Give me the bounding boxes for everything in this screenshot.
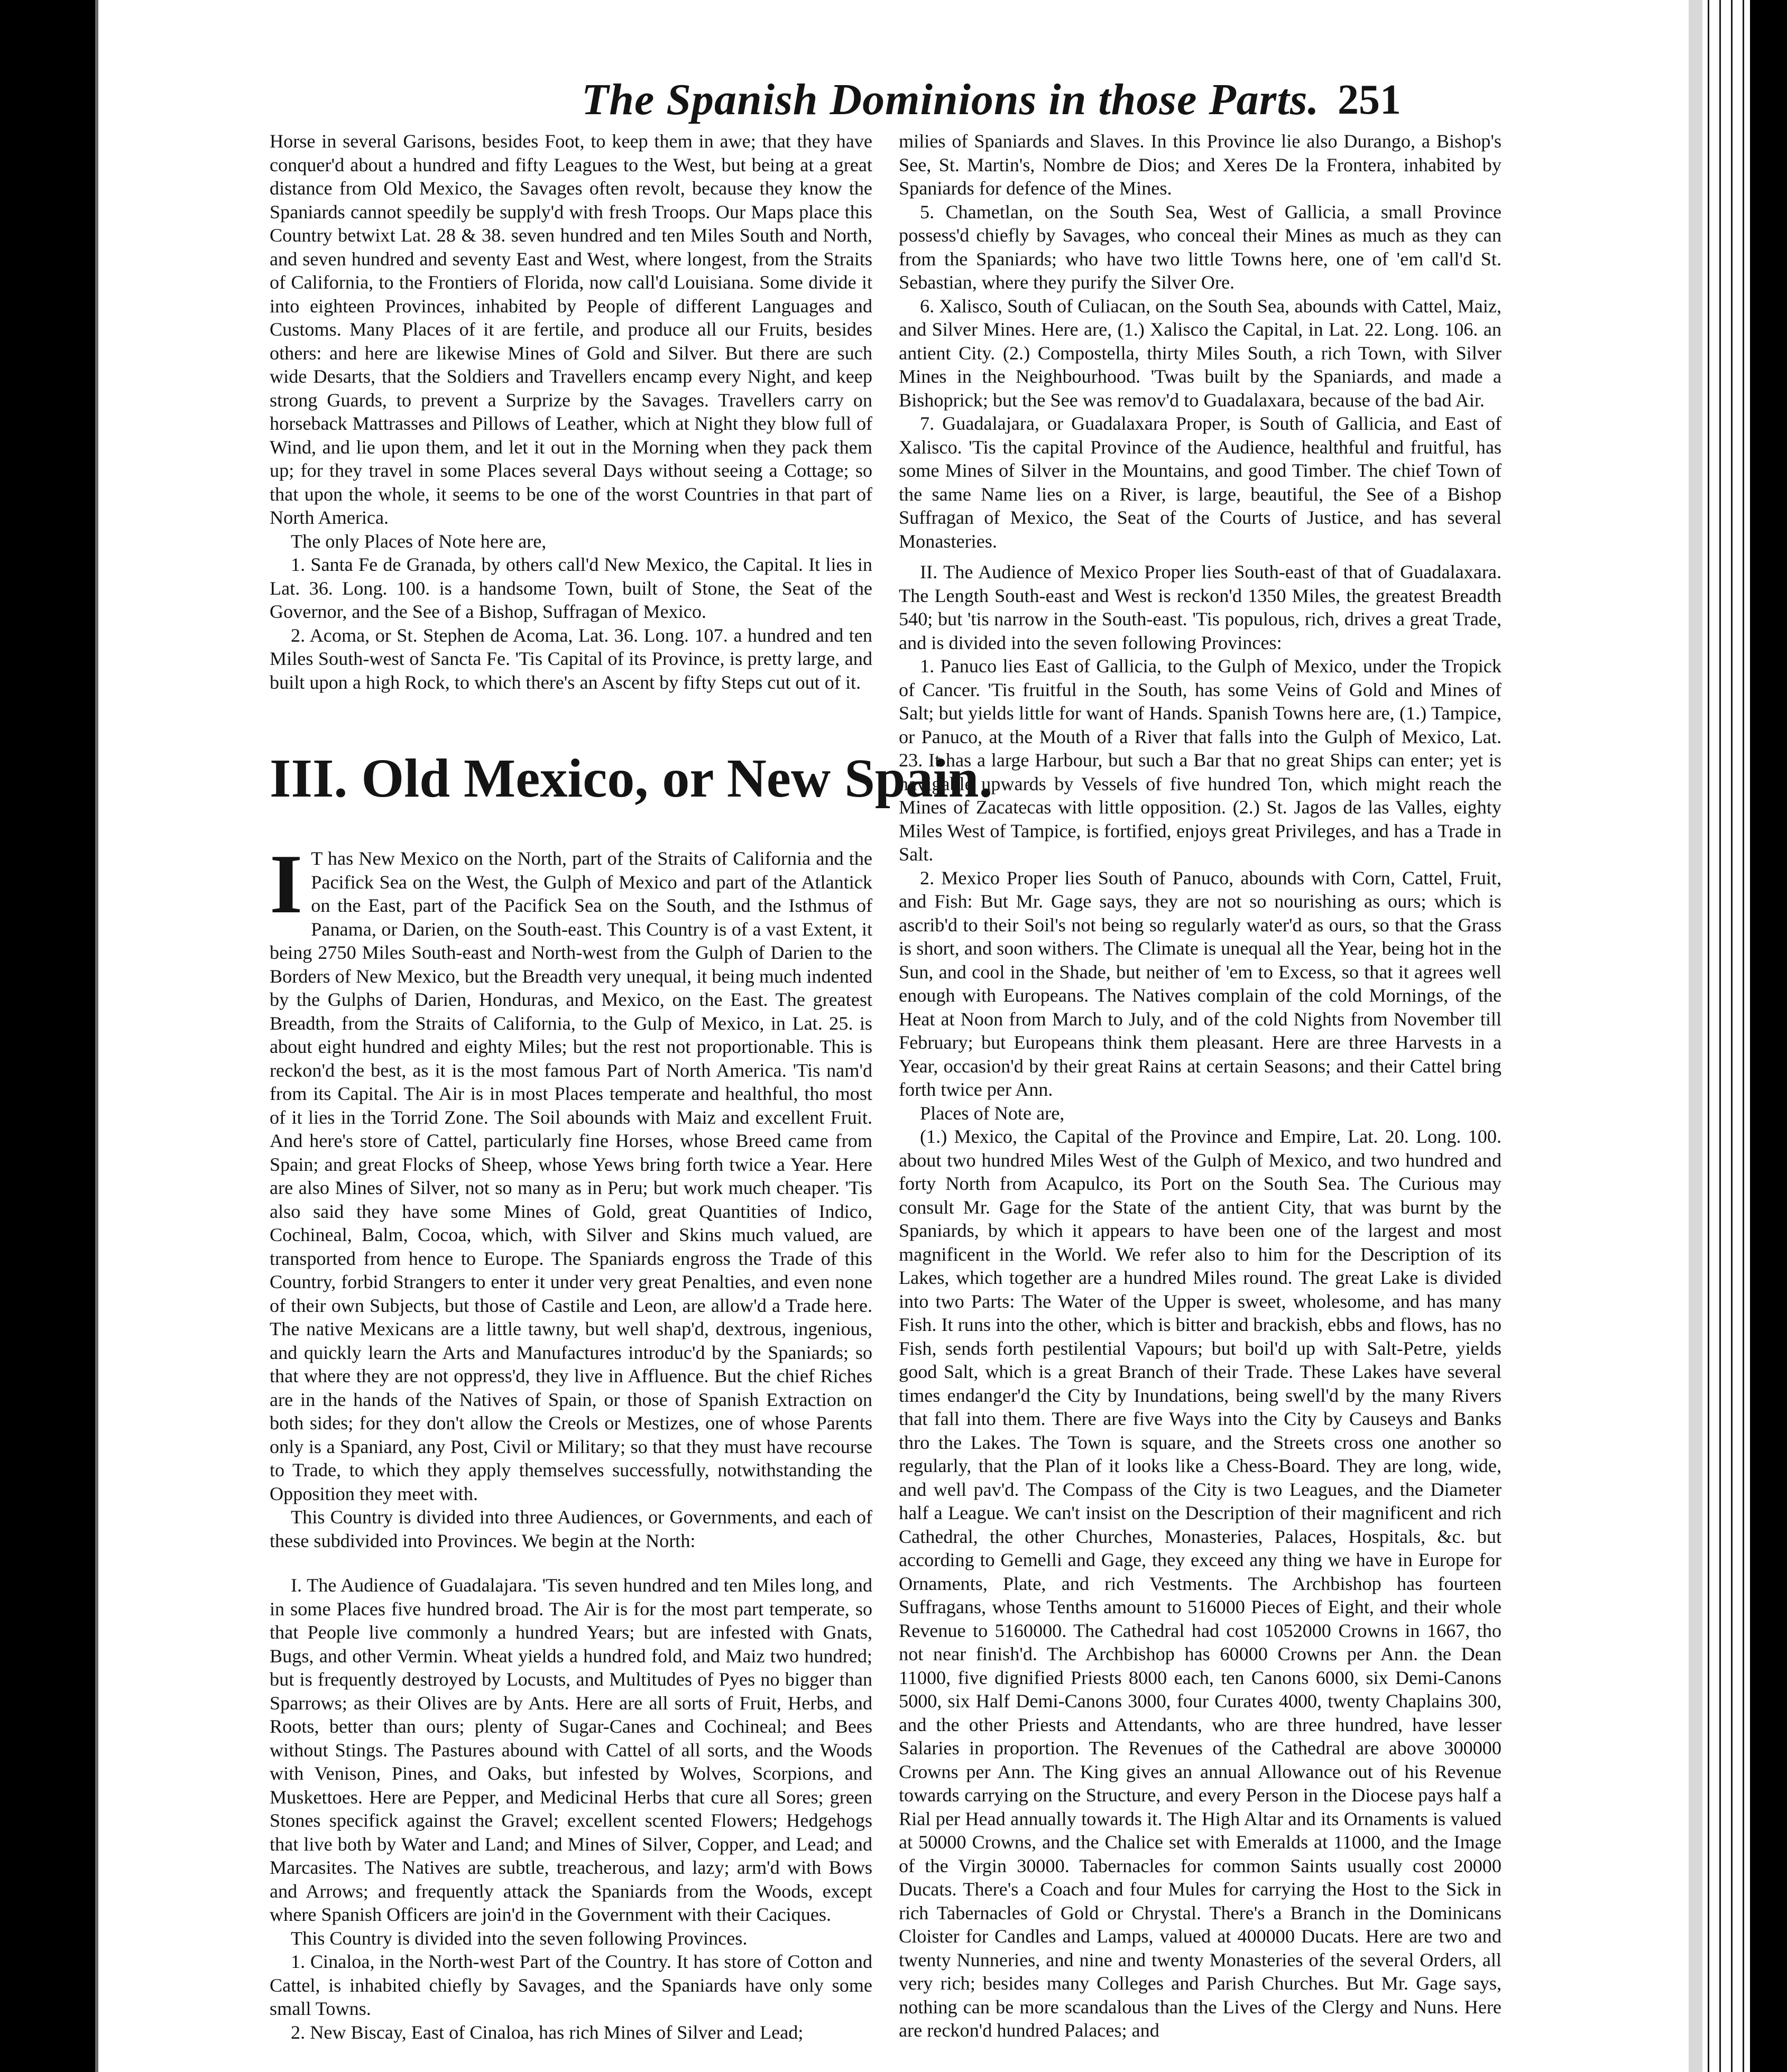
section-title: III. Old Mexico, or New Spain. [270, 748, 993, 809]
audience-guadalajara: I. The Audience of Guadalajara. 'Tis seven hundred and ten Miles long, and in some Places five hundred broad. The Air is for the most part temperate, so that People live commonly a hundred Years; but are infested with Gnats, Bugs, and other Vermin. Wheat yields a hundred fold, and Maiz two hundred; but is frequently destroyed by Locusts, and Multitudes of Pyes no bigger than Sparrows; as their Olives are by Ants. Here are all sorts of Fruit, Herbs, and Roots, better than ours; plenty of Sugar-Canes and Cochineal; and Bees without Stings. The Pastures abound with Cattel of all sorts, and the Woods with Venison, Pines, and Oaks, but infested by Wolves, Scorpions, and Muskettoes. Here are Pepper, and Medicinal Herbs that cure all Sores; green Stones specifick against the Gravel; excellent scented Flowers; Hedgehogs that live both by Water and Land; and Mines of Silver, Copper, and Lead; and Marcasites. The Natives are subtle, treacherous, and lazy; arm'd with Bows and Arrows; and frequently attack the Spaniards from the Woods, except where Spanish Officers are join'd in the Government with their Caciques. [270, 1575, 872, 1925]
intro-paragraph [270, 837, 872, 1505]
province-xalisco: 6. Xalisco, South of Culiacan, on the South Sea, abounds with Cattel, Maiz, and Silver Mines. Here are, (1.) Xalisco the Capital, in Lat. 22. Long. 106. an antient City. (2.) Compostella, thirty Miles South, a rich Town, with Silver Mines in the Neighbourhood. 'Twas built by the Spaniards, and made a Bishoprick; but the See was remov'd to Guadalaxara, because of the bad Air. [899, 295, 1502, 411]
province-cinaloa: 1. Cinaloa, in the North-west Part of the Country. It has store of Cotton and Cattel, is inhabited chiefly by Savages, and the Spaniards have only some small Towns. [270, 1951, 872, 2019]
scan-border-left [0, 0, 95, 2072]
places-of-note-heading-right: Places of Note are, [920, 1102, 1065, 1124]
scan-border-right [1750, 0, 1787, 2072]
page-edges-right [1702, 0, 1750, 2072]
province-panuco: 1. Panuco lies East of Gallicia, to the Gulph of Mexico, under the Tropick of Cancer. 'Tis fruitful in the South, has some Veins of Gold and Mines of Salt; but yields little for want of Hands. Spanish Towns here are, (1.) Tampice, or Panuco, at the Mouth of a River that falls into the Gulph of Mexico, Lat. 23. It has a large Harbour, but such a Bar that no great Ships can enter; yet is navigable upwards by Vessels of five hundred Ton, which might reach the Mines of Zacatecas with little opposition. (2.) St. Jagos de las Valles, eighty Miles West of Tampice, is fortified, enjoys great Privileges, and has a Trade in Salt. [899, 655, 1502, 865]
audience-mexico: II. The Audience of Mexico Proper lies South-east of that of Guadalaxara. The Length South-east and West is reckon'd 1350 Miles, the greatest Breadth 540; but 'tis narrow in the South-east. 'Tis populous, rich, drives a great Trade, and is divided into the seven following Provinces: [899, 561, 1502, 653]
spacer [899, 553, 1502, 560]
division-paragraph: This Country is divided into three Audiences, or Governments, and each of these subdivided into Provinces. We begin at the North: [270, 1506, 872, 1551]
province-mexico-proper: 2. Mexico Proper lies South of Panuco, abounds with Corn, Cattel, Fruit, and Fish: But Mr. Gage says, they are not so nourishing as ours; which is ascrib'd to their Soil's not being so regularly water'd as ours, so that the Grass is short, and soon withers. The Climate is unequal all the Year, being hot in the Sun, and cool in the Shade, but neither of 'em to Excess, so that it agrees well enough with Europeans. The Natives complain of the cold Mornings, of the Heat at Noon from March to July, and of the cold Nights from November till February; but Europeans think them pleasant. Here are three Harvests in a Year, occasion'd by their great Rains at certain Seasons; and their Cattel bring forth twice per Ann. [899, 867, 1502, 1100]
province-new-biscay: 2. New Biscay, East of Cinaloa, has rich Mines of Silver and Lead; [291, 2021, 804, 2043]
provinces-intro: This Country is divided into the seven following Provinces. [291, 1927, 748, 1949]
right-column [899, 130, 1502, 2064]
spacer [270, 1552, 872, 1574]
place-entry-santa-fe: 1. Santa Fe de Granada, by others call'd New Mexico, the Capital. It lies in Lat. 36. Long. 100. is a handsome Town, built of Stone, the Seat of the Governor, and the See of a Bishop, Suffragan of Mexico. [270, 554, 872, 622]
province-guadalajara: 7. Guadalajara, or Guadalaxara Proper, is South of Gallicia, and East of Xalisco. 'Tis the capital Province of the Audience, healthful and fruitful, has some Mines of Silver in the Mountains, and good Timber. The chief Town of the same Name lies on a River, is large, beautiful, the See of a Bishop Suffragan of Mexico, the Seat of the Courts of Justice, and has several Monasteries. [899, 413, 1502, 552]
continued-paragraph-right: milies of Spaniards and Slaves. In this Province lie also Durango, a Bishop's See, St. Martin's, Nombre de Dios; and Xeres De la Frontera, inhabited by Spaniards for defence of the Mines. [899, 131, 1502, 199]
intro-text: T has New Mexico on the North, part of the Straits of California and the Pacifick Sea on the West, the Gulph of Mexico and part of the Atlantick on the East, part of the Pacifick Sea on the South, and the Isthmus of Panama, or Darien, on the South-east. This Country is of a vast Extent, it being 2750 Miles South-east and North-west from the Gulph of Darien to the Borders of New Mexico, but the Breadth very unequal, it being much indented by the Gulphs of Darien, Honduras, and Mexico, on the East. The greatest Breadth, from the Straits of California, to the Gulp of Mexico, in Lat. 25. is about eight hundred and eighty Miles; but the rest not proportionable. This is reckon'd the best, as it is the most famous Part of North America. 'Tis nam'd from its Capital. The Air is in most Places temperate and healthful, tho most of it lies in the Torrid Zone. The Soil abounds with Maiz and excellent Fruit. And here's store of Cattel, particularly fine Horses, whose Breed came from Spain; and great Flocks of Sheep, whose Yews bring forth twice a Year. Here are also Mines of Silver, not so many as in Peru; but work much cheaper. 'Tis also said they have some Mines of Gold, great Quantities of Indico, Cochineal, Balm, Cocoa, which, with Silver and Skins much valued, are transported from hence to Europe. The Spaniards engross the Trade of this Country, forbid Strangers to enter it under very great Penalties, and even none of their own Subjects, but those of Castile and Leon, are allow'd a Trade here. The native Mexicans are a little tawny, but well shap'd, dextrous, ingenious, and quickly learn the Arts and Manufactures introduc'd by the Spaniards; so that where they are not oppress'd, they live in Affluence. But the chief Riches are in the hands of the Natives of Spain, or those of Spanish Extraction on both sides; for they don't allow the Creols or Mestizes, one of whose Parents only is a Spaniard, any Post, Civil or Military; so that they must have recourse to Trade, to which they apply themselves successfully, notwithstanding the Opposition they meet with. [270, 848, 872, 1504]
continued-paragraph: Horse in several Garisons, besides Foot, to keep them in awe; that they have conquer'd about a hundred and fifty Leagues to the West, but being at a great distance from Old Mexico, the Savages often revolt, because they know the Spaniards cannot speedily be supply'd with fresh Troops. Our Maps place this Country betwixt Lat. 28 & 38. seven hundred and ten Miles South and North, and seven hundred and seventy East and West, where longest, from the Straits of California, to the Frontiers of Florida, now call'd Louisiana. Some divide it into eighteen Provinces, inhabited by People of different Languages and Customs. Many Places of it are fertile, and produce all our Fruits, besides others: and here are likewise Mines of Gold and Silver. But there are such wide Desarts, that the Soldiers and Travellers encamp every Night, and keep strong Guards, to prevent a Surprize by the Savages. Travellers carry on horseback Mattrasses and Pillows of Leather, which at Night they blow full of Wind, and lie upon them, and let it out in the Morning when they pack them up; for they travel in some Places several Days without seeing a Cottage; so that upon the whole, it seems to be one of the worst Countries in that part of North America. [270, 131, 872, 528]
page-number: 251 [1338, 77, 1401, 123]
city-mexico: (1.) Mexico, the Capital of the Province and Empire, Lat. 20. Long. 100. about two hundred Miles West of the Gulph of Mexico, and two hundred and forty North from Acapulco, its Port on the South Sea. The Curious may consult Mr. Gage for the State of the antient City, that was burnt by the Spaniards, by which it appears to have been one of the largest and most magnificent in the World. We refer also to him for the Description of its Lakes, which together are a hundred Miles round. The great Lake is divided into two Parts: The Water of the Upper is sweet, wholesome, and has many Fish. It runs into the other, which is bitter and brackish, ebbs and flows, has no Fish, sends forth pestilential Vapours; but boil'd up with Salt-Petre, yields good Salt, which is a great Branch of their Trade. These Lakes have several times endanger'd the City by Inundations, being swell'd by the many Rivers that fall into them. There are five Ways into the City by Causeys and Banks thro the Lakes. The Town is square, and the Streets cross one another so regularly, that the Plan of it looks like a Chess-Board. They are long, wide, and well pav'd. The Compass of the City is two Leagues, and the Diameter half a League. We can't insist on the Description of their magnificent and rich Cathedral, the other Churches, Monasteries, Palaces, Hospitals, &c. but according to Gemelli and Gage, they exceed any thing we have in Europe for Ornaments, Plate, and rich Vestments. The Archbishop has fourteen Suffragans, whose Tenths amount to 516000 Pieces of Eight, and their whole Revenue to 5160000. The Cathedral had cost 1052000 Crowns in 1667, tho not near finish'd. The Archbishop has 60000 Crowns per Ann. the Dean 11000, five dignified Priests 8000 each, ten Canons 6000, six Demi-Canons 5000, six Half Demi-Canons 3000, four Curates 4000, twenty Chaplains 300, and the other Priests and Attendants, who are three hundred, have lesser Salaries in proportion. The Revenues of the Cathedral are above 300000 Crowns per Ann. The King gives an annual Allowance out of his Revenue towards carrying on the Structure, and every Person in the Diocese pays half a Rial per Head annually towards it. The High Altar and its Ornaments is valued at 50000 Crowns, and the Chalice set with Emeralds at 11000, and the Image of the Virgin 30000. Tabernacles for common Saints usually cost 20000 Ducats. There's a Coach and four Mules for carrying the Host to the Sick in rich Tabernacles of Gold or Chrystal. There's a Branch in the Dominicans Cloister for Candles and Lamps, valued at 400000 Ducats. Here are two and twenty Nunneries, and nine and twenty Monasteries of the several Orders, all very rich; besides many Colleges and Parish Churches. But Mr. Gage says, nothing can be more scandalous than the Lives of the Clergy and Nuns. Here are reckon'd hundred Palaces; and [899, 1126, 1502, 2041]
running-title: The Spanish Dominions in those Parts. [582, 75, 1320, 124]
province-chametlan: 5. Chametlan, on the South Sea, West of Gallicia, a small Province possess'd chiefly by Savages, who conceal their Mines as much as they can from the Spaniards; who have two little Towns here, one of 'em call'd St. Sebastian, where they purify the Silver Ore. [899, 201, 1502, 293]
page-header [582, 74, 1480, 132]
place-entry-acoma: 2. Acoma, or St. Stephen de Acoma, Lat. 36. Long. 107. a hundred and ten Miles South-west of Sancta Fe. 'Tis Capital of its Province, is pretty large, and built upon a high Rock, to which there's an Ascent by fifty Steps cut out of it. [270, 624, 872, 693]
scan-border-left-line [95, 0, 98, 2072]
page-gutter-right [1689, 0, 1702, 2072]
drop-cap: I [270, 837, 303, 931]
places-of-note-heading: The only Places of Note here are, [291, 530, 547, 552]
